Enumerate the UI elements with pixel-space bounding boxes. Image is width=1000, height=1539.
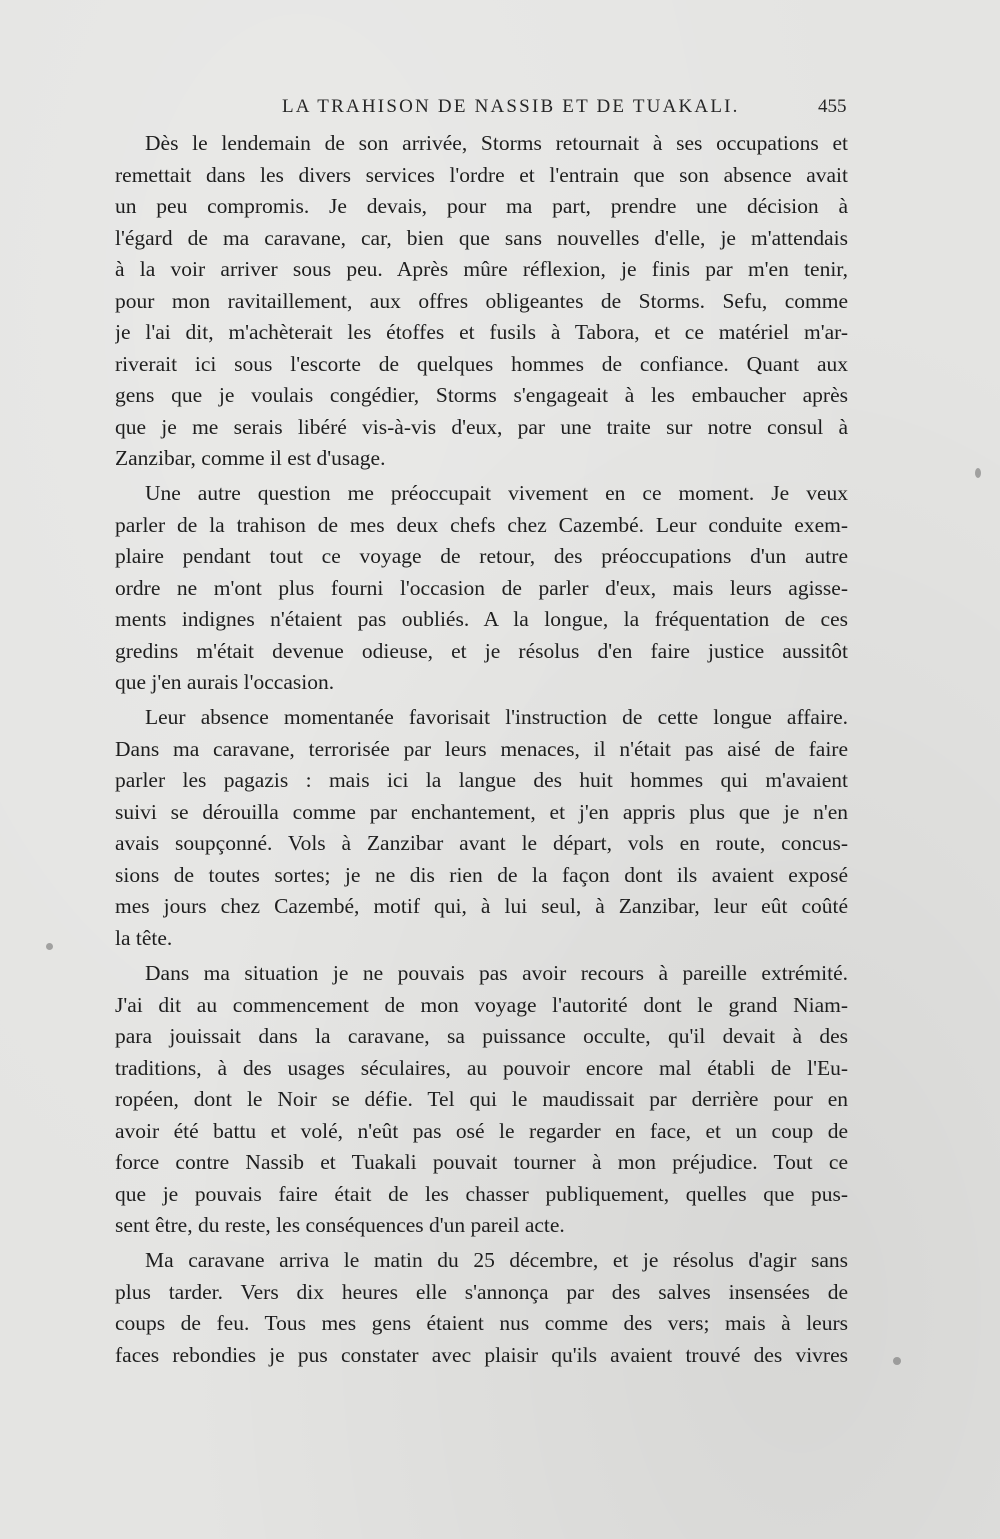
text-line: gens que je voulais congédier, Storms s'engageait à les embaucher après — [115, 383, 848, 407]
text-line: suivi se dérouilla comme par enchantement, et j'en appris plus que je n'en — [115, 799, 848, 824]
page-number: 455 — [818, 96, 847, 117]
text-line: sions de toutes sortes; je ne dis rien de la façon dont ils avaient exposé — [115, 862, 848, 887]
text-line: sent être, du reste, les conséquences d'un pareil acte. — [115, 1213, 565, 1237]
text-line: faces rebondies je pus constater avec plaisir qu'ils avaient trouvé des vivres — [115, 1342, 848, 1367]
text-line: para jouissait dans la caravane, sa puissance occulte, qu'il devait à des — [115, 1024, 848, 1048]
text-line: mes jours chez Cazembé, motif qui, à lui seul, à Zanzibar, leur eût coûté — [115, 894, 848, 918]
text-line: Dans ma caravane, terrorisée par leurs menaces, il n'était pas aisé de faire — [115, 736, 848, 761]
text-line: J'ai dit au commencement de mon voyage l'autorité dont le grand Niam- — [115, 992, 848, 1017]
text-line: que je pouvais faire était de les chasser publiquement, quelles que pus- — [115, 1181, 848, 1206]
text-line: ordre ne m'ont plus fourni l'occasion de parler d'eux, mais leurs agisse- — [115, 575, 848, 600]
text-line: pour mon ravitaillement, aux offres obligeantes de Storms. Sefu, comme — [115, 288, 848, 313]
paper-speck — [46, 943, 53, 950]
text-line: que je me serais libéré vis-à-vis d'eux, par une traite sur notre consul à — [115, 414, 848, 439]
text-line: l'égard de ma caravane, car, bien que sans nouvelles d'elle, je m'attendais — [115, 225, 848, 250]
text-line: gredins m'était devenue odieuse, et je résolus d'en faire justice aussitôt — [115, 638, 848, 663]
text-line: parler de la trahison de mes deux chefs chez Cazembé. Leur conduite exem- — [115, 512, 848, 537]
text-line: avais soupçonné. Vols à Zanzibar avant le départ, vols en route, concus- — [115, 831, 848, 855]
text-line: à la voir arriver sous peu. Après mûre réflexion, je finis par m'en tenir, — [115, 257, 848, 281]
text-line: riverait ici sous l'escorte de quelques hommes de confiance. Quant aux — [115, 351, 848, 376]
text-line: parler les pagazis : mais ici la langue des huit hommes qui m'avaient — [115, 768, 848, 792]
text-line: Dès le lendemain de son arrivée, Storms retournait à ses occupations et — [145, 131, 848, 155]
text-line: ments indignes n'étaient pas oubliés. A la longue, la fréquentation de ces — [115, 607, 848, 631]
text-line: plus tarder. Vers dix heures elle s'annonça par des salves insensées de — [115, 1279, 848, 1304]
text-line: remettait dans les divers services l'ordre et l'entrain que son absence avait — [115, 162, 848, 187]
text-line: Une autre question me préoccupait vivement en ce moment. Je veux — [145, 481, 848, 505]
paper-speck — [975, 468, 981, 478]
text-line: Zanzibar, comme il est d'usage. — [115, 446, 386, 470]
text-line: ropéen, dont le Noir se défie. Tel qui le maudissait par derrière pour en — [115, 1087, 848, 1111]
text-line: plaire pendant tout ce voyage de retour, des préoccupations d'un autre — [115, 544, 848, 568]
text-line: que j'en aurais l'occasion. — [115, 670, 335, 694]
text-line: traditions, à des usages séculaires, au pouvoir encore mal établi de l'Eu- — [115, 1055, 848, 1080]
text-line: force contre Nassib et Tuakali pouvait tourner à mon préjudice. Tout ce — [115, 1150, 848, 1174]
text-line: Dans ma situation je ne pouvais pas avoir recours à pareille extrémité. — [145, 961, 848, 985]
running-title: LA TRAHISON DE NASSIB ET DE TUAKALI. — [282, 96, 740, 117]
text-line: un peu compromis. Je devais, pour ma part, prendre une décision à — [115, 194, 848, 218]
text-line: coups de feu. Tous mes gens étaient nus comme des vers; mais à leurs — [115, 1311, 848, 1335]
text-line: la tête. — [115, 925, 173, 950]
paper-speck — [893, 1357, 901, 1365]
text-line: je l'ai dit, m'achèterait les étoffes et fusils à Tabora, et ce matériel m'ar- — [115, 320, 848, 344]
text-line: Leur absence momentanée favorisait l'instruction de cette longue affaire. — [145, 705, 848, 729]
text-line: avoir été battu et volé, n'eût pas osé le regarder en face, et un coup de — [115, 1118, 848, 1143]
text-line: Ma caravane arriva le matin du 25 décembre, et je résolus d'agir sans — [145, 1248, 848, 1272]
